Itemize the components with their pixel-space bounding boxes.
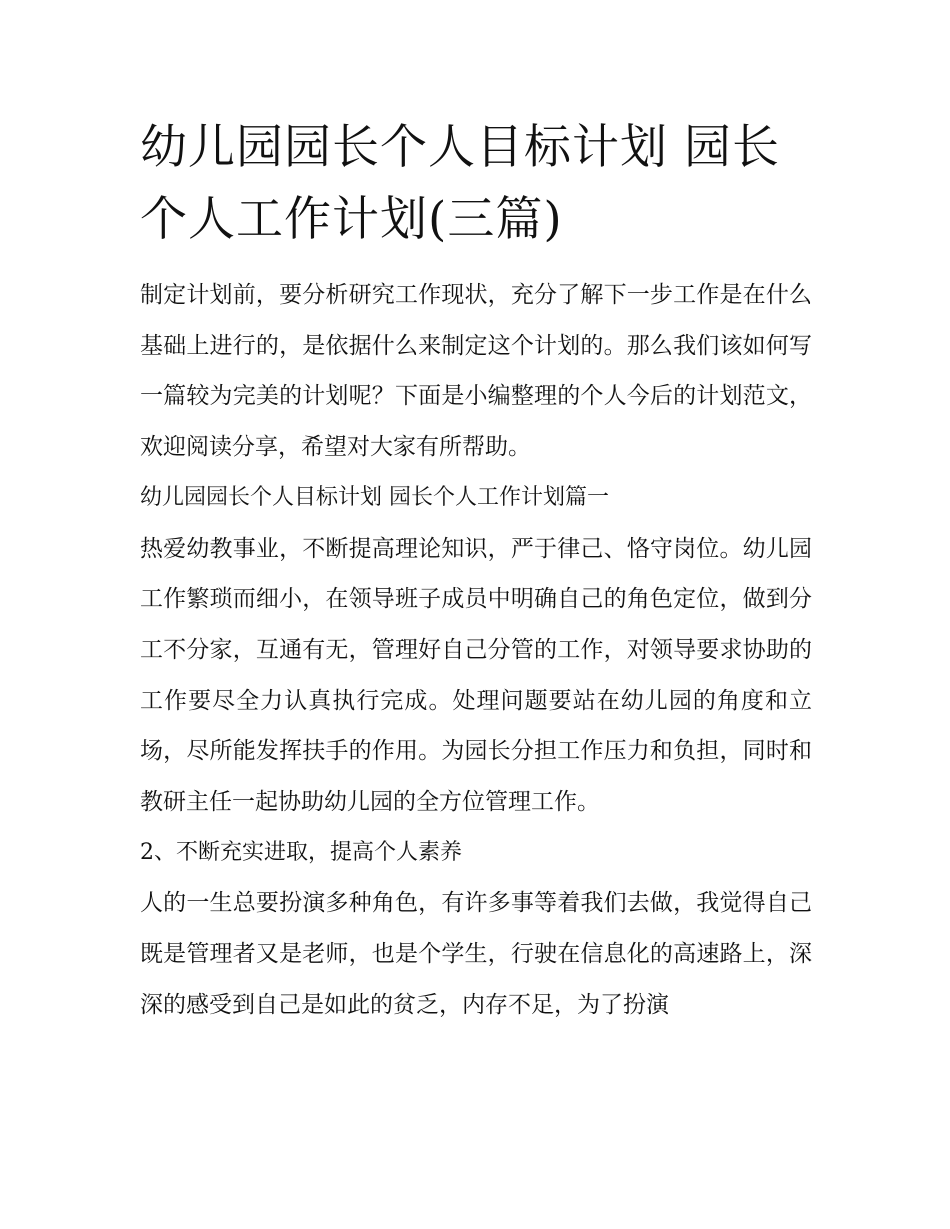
document-page [140,112,812,1031]
section-paragraph: 热爱幼教事业，不断提高理论知识，严于律己、恪守岗位。幼儿园工作繁琐而细小，在领导班子成员中明确自己的角色定位，做到分工不分家，互通有无，管理好自己分管的工作，对领导要求协助的工作要尽全力认真执行完成。处理问题要站在幼儿园的角度和立场，尽所能发挥扶手的作用。为园长分担工作压力和负担，同时和教研主任一起协助幼儿园的全方位管理工作。 [140,535,812,816]
item-heading: 2、不断充实进取，提高个人素养 [140,839,462,865]
document-title: 幼儿园园长个人目标计划 园长个人工作计划(三篇) [140,120,780,247]
intro-paragraph: 制定计划前，要分析研究工作现状，充分了解下一步工作是在什么基础上进行的，是依据什么来制定这个计划的。那么我们该如何写一篇较为完美的计划呢？下面是小编整理的个人今后的计划范文，欢迎阅读分享，希望对大家有所帮助。 [140,282,812,461]
section-heading: 幼儿园园长个人目标计划 园长个人工作计划篇一 [140,484,609,510]
item-paragraph: 人的一生总要扮演多种角色，有许多事等着我们去做，我觉得自己既是管理者又是老师，也是个学生，行驶在信息化的高速路上，深深的感受到自己是如此的贫乏，内存不足，为了扮演 [140,890,812,1018]
